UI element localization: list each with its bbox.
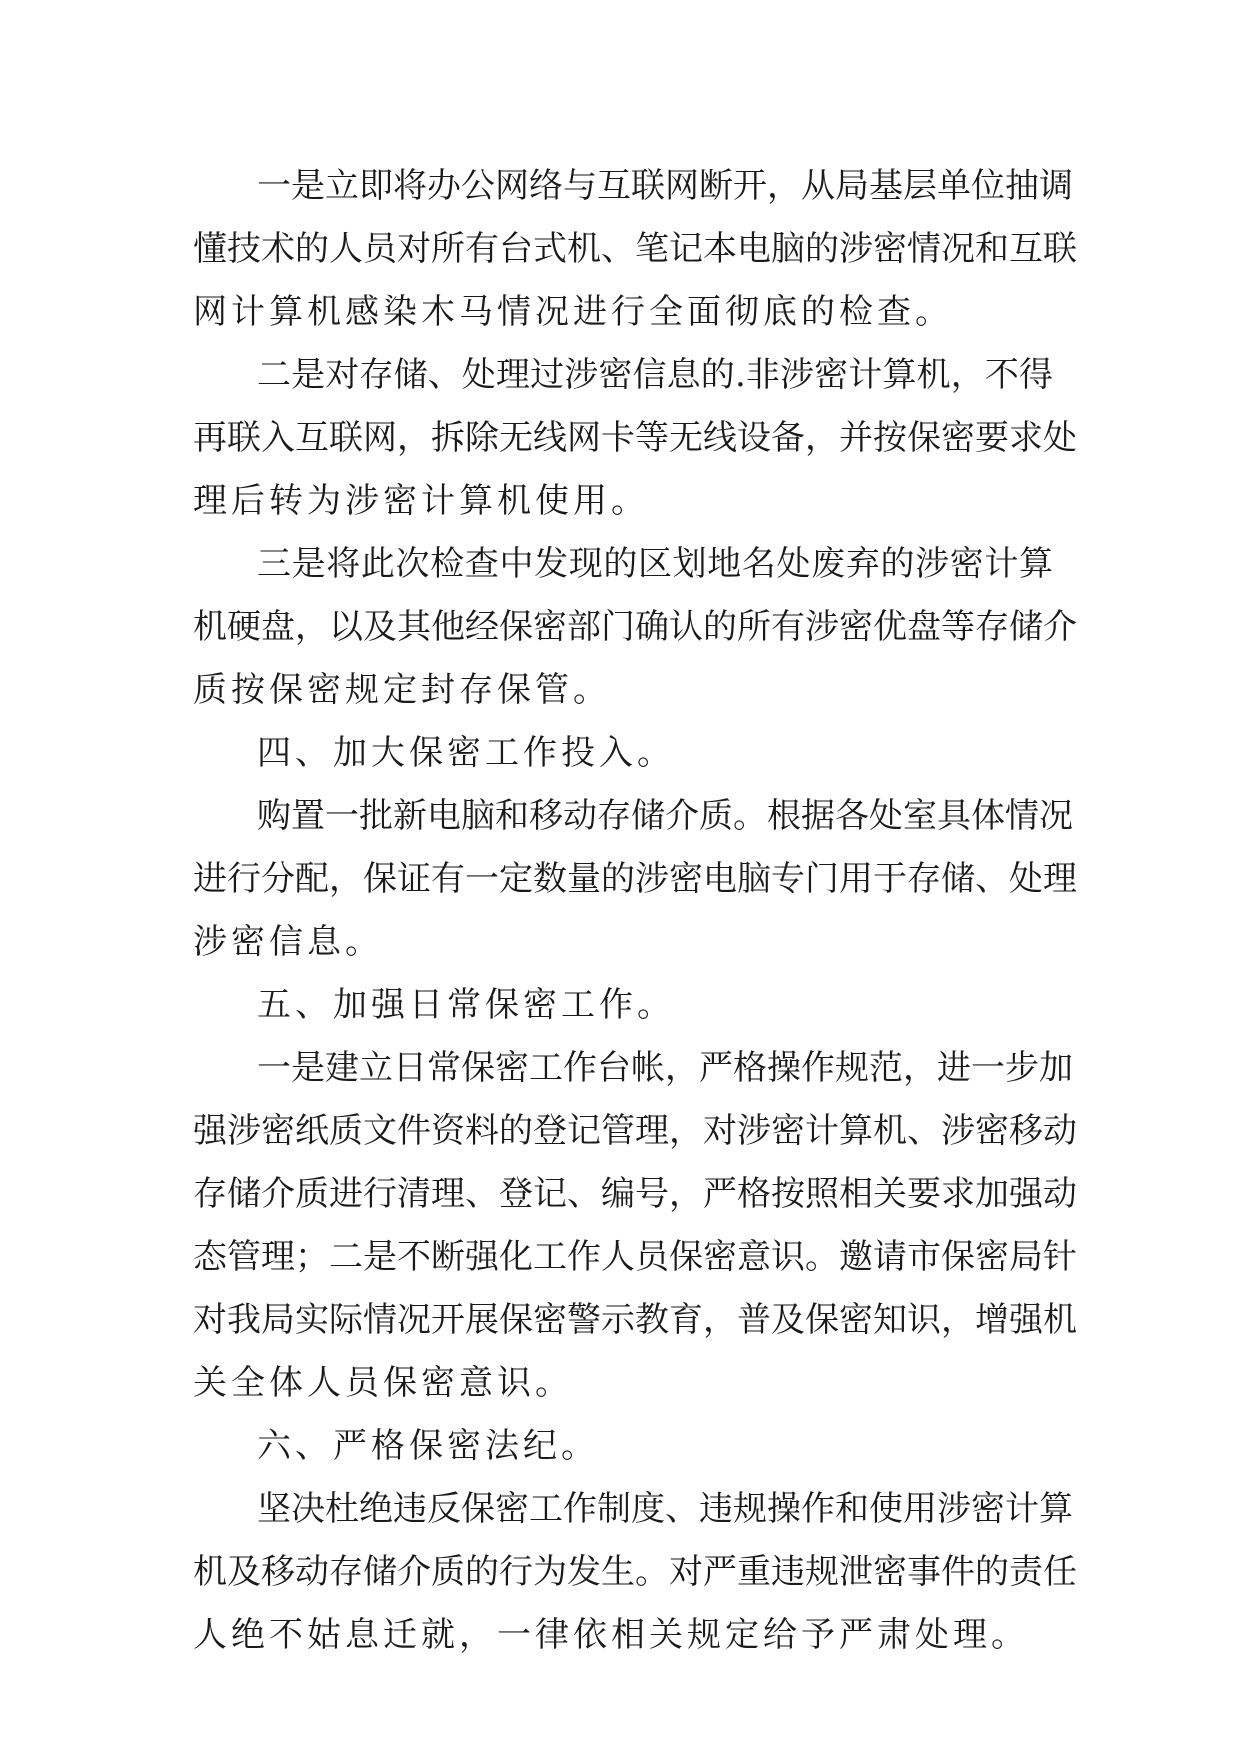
paragraph-line: 购置一批新电脑和移动存储介质。根据各处室具体情况 [257, 796, 1073, 836]
section-heading-5 [193, 974, 1053, 1037]
paragraph-line: 态管理；二是不断强化工作人员保密意识。邀请市保密局针 [193, 1237, 1077, 1277]
paragraph-line: 再联入互联网，拆除无线网卡等无线设备，并按保密要求处 [193, 418, 1077, 458]
paragraph-9 [193, 1478, 1077, 1667]
paragraph-line: 机硬盘，以及其他经保密部门确认的所有涉密优盘等存储介 [193, 607, 1077, 647]
paragraph-line: 二是对存储、处理过涉密信息的.非涉密计算机，不得 [257, 355, 1053, 395]
section-heading: 四、加大保密工作投入。 [257, 733, 675, 773]
section-heading: 五、加强日常保密工作。 [257, 985, 675, 1025]
paragraph-line: 机及移动存储介质的行为发生。对严重违规泄密事件的责任 [193, 1552, 1077, 1592]
section-heading-6 [193, 1415, 1053, 1478]
paragraph-line: 人绝不姑息迁就，一律依相关规定给予严肃处理。 [193, 1615, 1029, 1655]
paragraph-line: 三是将此次检查中发现的区划地名处废弃的涉密计算 [257, 544, 1053, 584]
paragraph-line: 存储介质进行清理、登记、编号，严格按照相关要求加强动 [193, 1174, 1077, 1214]
paragraph-line: 质按保密规定封存保管。 [193, 670, 611, 710]
section-heading: 六、严格保密法纪。 [257, 1426, 599, 1466]
paragraph-line: 对我局实际情况开展保密警示教育，普及保密知识，增强机 [193, 1300, 1077, 1340]
section-heading-4 [193, 722, 1053, 785]
paragraph-7 [193, 1037, 1077, 1415]
paragraph-line: 一是建立日常保密工作台帐，严格操作规范，进一步加 [257, 1048, 1073, 1088]
paragraph-5 [193, 785, 1077, 974]
paragraph-1 [193, 155, 1077, 344]
paragraph-line: 进行分配，保证有一定数量的涉密电脑专门用于存储、处理 [193, 859, 1077, 899]
paragraph-line: 网计算机感染木马情况进行全面彻底的检查。 [193, 292, 953, 332]
paragraph-line: 一是立即将办公网络与互联网断开，从局基层单位抽调 [257, 166, 1073, 206]
document-body [193, 155, 1077, 1667]
paragraph-line: 涉密信息。 [193, 922, 383, 962]
paragraph-line: 关全体人员保密意识。 [193, 1363, 573, 1403]
paragraph-2 [193, 344, 1077, 533]
paragraph-line: 坚决杜绝违反保密工作制度、违规操作和使用涉密计算 [257, 1489, 1073, 1529]
paragraph-line: 理后转为涉密计算机使用。 [193, 481, 649, 521]
paragraph-line: 强涉密纸质文件资料的登记管理，对涉密计算机、涉密移动 [193, 1111, 1077, 1151]
paragraph-line: 懂技术的人员对所有台式机、笔记本电脑的涉密情况和互联 [193, 229, 1077, 269]
paragraph-3 [193, 533, 1077, 722]
